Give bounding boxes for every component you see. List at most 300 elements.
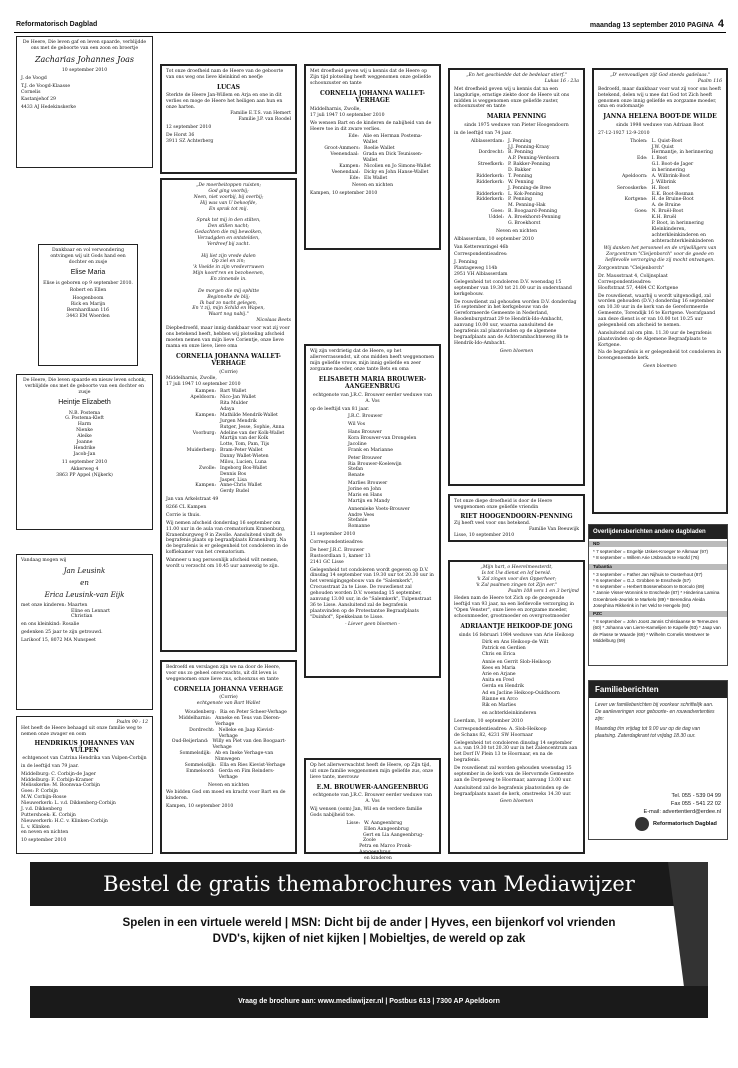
family-place: Ridderkerk:: [476, 197, 504, 203]
family-line: Martijn en Mandy: [348, 498, 390, 504]
notice-intro: Met droefheid geven wij u kennis dat de Heere op Zijn tijd plotseling heeft weggenomen onze geliefde schoonzuster en tante: [310, 69, 431, 86]
family-names: A. Broekhorst-Penning: [508, 215, 561, 221]
notice-text: We bidden God om moed en kracht voor Bart en de kinderen.: [166, 790, 286, 802]
notice-name: MARIA PENNING: [486, 113, 547, 121]
family-names: T. Penning: [508, 173, 533, 179]
family-names: Bram-Peter Wallet: [220, 448, 263, 454]
family-names: achterkleinkinderen en: [651, 232, 706, 238]
notice-subtitle: sinds 16 februari 1984 weduwe van Arie Heikoop: [458, 632, 575, 638]
family-row: [310, 833, 435, 845]
notice-text: Neven en nichten: [207, 782, 250, 788]
correspondence-line: Correspondentieadres: A. Slob-Heikoop: [454, 726, 547, 732]
notice-footer: Kampen, 10 september 2010: [166, 804, 234, 810]
poem-line: Is tot Uw dienst en lof bereid.: [481, 570, 552, 576]
family-line: Jacoline: [348, 441, 367, 447]
address-line: 3911 SZ Achterberg: [166, 138, 214, 144]
notice-date: 11 september 2010: [310, 532, 356, 538]
overlijdens-row: * 6 september = G.J. Grobben te Enschede (57): [593, 578, 691, 584]
poem-line: Waart nog nabij.": [208, 312, 249, 318]
notice-name: CORNELIA JOHANNA VERHAGE: [173, 685, 284, 693]
poem-line: Ik had zo nacht gelegen,: [199, 300, 258, 306]
poem-author: Psalm 108 vers 1 en 3 berijmd: [508, 588, 579, 594]
address-line: 3443 EM Woerden: [66, 313, 110, 319]
notice-intro: Op het allerwerwachtst heeft de Heere, op Zijn tijd, uit onze familie weggenomen mijn geliefde zus, onze lieve tante, mevrouw: [310, 763, 434, 780]
family-line: Romanne: [348, 524, 370, 530]
overlijdens-row: * 7 september = Engeltje IJskes-Kroeger te Alkmaar (97): [593, 549, 709, 555]
family-line: Andre Vees: [348, 512, 375, 518]
family-place: Ede:: [349, 175, 360, 181]
notice-intro: Met droefheid geven wij u kennis dat na een langdurige, ernstige ziekte door de Heere uit ons midden is weggenomen onze geliefde zuster, schoonzuster en tante: [454, 86, 570, 110]
family-line: Peter Brouwer: [348, 455, 382, 461]
sibling-line: Rick en Marijn: [70, 302, 106, 308]
address-line: Kastanjehof 29: [21, 97, 56, 103]
notice-text: gedenken 25 jaar te zijn getrouwd.: [21, 630, 103, 636]
family-names: Bart Wallet: [220, 389, 247, 395]
family-names: M. Penning-Hak: [508, 203, 546, 209]
family-place: Emmeloord:: [186, 768, 215, 774]
parent-line: Robert en Ellen: [69, 288, 107, 294]
poem-line: Mijn koort'ren en bezoheenen,: [192, 271, 265, 277]
family-line: Christian: [71, 614, 93, 620]
notice-nickname: (Corrie): [219, 369, 238, 375]
notice-name: Heintje Elizabeth: [58, 398, 111, 406]
notice-footer: Geen bloemen: [499, 799, 534, 805]
notice-date: 10 september 2010: [21, 838, 67, 844]
family-line: Middelburg: F. Corbijn-Kramer: [21, 777, 94, 783]
family-line: Maris en Hans: [348, 492, 383, 498]
family-line: Eline en Lennart: [71, 608, 111, 614]
family-place: Sommelsdijk:: [179, 751, 211, 757]
family-names: Nelleke en Jaap Kievist-Verhage: [218, 727, 275, 739]
address-line: Bernhardlaan 116: [66, 308, 110, 314]
death-notice-verhage-siblings: [160, 660, 297, 854]
family-line: Nieuwerkerk: H.C. v. Klinken-Corbijn: [21, 818, 108, 824]
poem-line: Verdreef bij zacht.: [207, 241, 250, 247]
notice-subtitle: echtgenote van J.R.C. Brouwer eerder weduwe van A. Vos: [313, 793, 432, 805]
family-names: H. de Bruine-Boot: [651, 197, 694, 203]
newspaper-label: ND: [589, 541, 727, 547]
family-line: Wil Vos: [348, 422, 366, 428]
family-line: L. v. Klinken: [21, 824, 50, 830]
family-names: Jasper, Lisa: [220, 477, 247, 483]
correspondence-line: Correspondentieadres:: [310, 540, 364, 546]
service-info: Wij nemen afscheid donderdag 16 september om 11.00 uur in de aula van crematorium Kranenburg, Kranenburgweg 9 in Zwolle. Aansluitend vindt de begrafenis plaats op begraafplaats Kranenburg. Na de begrafenis is er gelegenheid tot condoleren in de koffiekamer van het crematorium.: [166, 520, 288, 556]
address-line: 8266 CL Kampen: [166, 505, 207, 511]
family-row: [454, 221, 579, 227]
familieberichten-title: Familieberichten: [589, 681, 727, 698]
parent-line: J. de Voogd: [21, 75, 47, 81]
family-names: L. Kok-Penning: [508, 191, 544, 197]
family-line: Frank en Marianne: [348, 447, 393, 453]
family-place: Goes:: [490, 209, 504, 215]
visit-info: Na de begrafenis is er gelegenheid tot condoleren in bovengenoemde kerk.: [598, 350, 722, 362]
address-line: Van Ketterenringel 46b: [454, 244, 509, 250]
family-names: I. Boot: [651, 156, 668, 162]
correspondence-line: 2141 GC Lisse: [310, 559, 344, 565]
email-address[interactable]: E-mail: advertentierd@erdee.nl: [643, 808, 721, 815]
family-names: Martijn van der Kolk: [220, 436, 269, 442]
correspondence-line: De heer J.R.C. Brouwer: [310, 547, 365, 553]
notice-subtitle: echtgenote van J.R.C. Brouwer eerder weduwe van A. Vos: [313, 392, 432, 404]
notice-dates: 17 juli 1947 10 september 2010: [166, 381, 241, 387]
family-names: Danny Wallet-Wieten: [220, 454, 269, 460]
death-notice-em-brouwer: [304, 758, 441, 862]
notice-age: in de leeftijd van 74 jaar.: [454, 130, 512, 136]
notice-intro: Het heeft de Heere behaagd uit onze familie weg te nemen onze zwager en oom: [21, 725, 142, 737]
family-place: Oud-Beijerland:: [171, 739, 209, 745]
family-names: Gerda en Fim Reinders-Verhage: [218, 768, 275, 780]
poem-line: Hij was van U bekoofde,: [200, 200, 257, 206]
family-names: Nico-Jan Wallet: [220, 395, 256, 401]
family-row: [166, 716, 291, 728]
family-names: J.W. Quist: [651, 144, 674, 150]
family-place: [454, 221, 508, 227]
correspondence-line: Rustoordlaan 1, kamer 13: [310, 553, 371, 559]
family-names: P. Boot, in herinnering: [651, 220, 704, 226]
family-line: Goes: P. Corbijn: [21, 789, 58, 795]
family-list: [454, 139, 579, 227]
family-list: [166, 389, 291, 495]
address-line: 4433 AJ Hedekinskerke: [21, 105, 76, 111]
family-names: B. Boogaard-Penning: [508, 209, 558, 215]
family-place: Groot-Ammers:: [324, 146, 360, 152]
family-line: en ons kleinkind: Rosalie: [21, 622, 80, 628]
poem-line: Den stillen nacht;: [207, 224, 250, 230]
family-names: H. Boot: [651, 185, 670, 191]
notice-date: 10 september 2010: [61, 67, 108, 73]
newspaper-label: Tubantia: [589, 564, 727, 570]
notice-places: Middelharnis, Zwolle,: [166, 375, 217, 381]
notice-date: Elise is geboren op 9 september 2010.: [43, 280, 133, 286]
service-info: De rouwdienst zal gehouden worden D.V. donderdag 16 september in het kerkgebouw van de Gereformeerde Gemeente in Nederland, Roodenburgstraat 29 te Hendrik-Ido-Ambacht, aanvang 10.00 uur, waarna aansluitend de begrafenis zal plaatsvinden op de algemene begraafplaats aan de Achterambachtseweg 8b te Hendrik-Ido-Ambacht.: [454, 299, 577, 346]
notice-dates: 17 juli 1947 10 september 2010: [310, 112, 385, 118]
family-line: Gerda en Hendrik: [482, 683, 524, 689]
family-place: Kortgene:: [624, 197, 648, 203]
notice-name: Jan Leusink: [63, 566, 106, 575]
family-place: Dordrecht:: [189, 727, 215, 733]
notice-intro: Diepbedroefd, maar innig dankbaar voor wat zij voor ons betekend heeft, hebben wij plotseling afscheid moeten nemen van mijn lieve Corientje, onze lieve mama en onze lieve, lieve oma: [166, 326, 290, 349]
overlijdens-box: [588, 524, 728, 666]
notice-name: JANNA HELENA BOOT-DE WILDE: [603, 113, 717, 121]
family-place: Veenendaal:: [331, 169, 360, 175]
family-row: [598, 239, 722, 245]
overlijdens-row: * 8 september = John Joost Jannis Christiaanse te Terneuzen (60) * Johanna van Lierre-Kamelijen te Kapelle (93) * Jaap van de Plasse te Waarde (69) * Wilhelm Cornelis Westveer te Middelburg (59): [593, 619, 721, 643]
notice-date: Alblasserdam, 10 september 2010: [454, 236, 534, 242]
family-line: J. v.d. Dikkenberg: [21, 806, 62, 812]
death-notice-riet-hoogendoorn: [448, 494, 585, 542]
family-names: Grada en Dick Teunissen-Wallet: [362, 152, 423, 163]
notice-date: Lisse, 10 september 2010: [454, 533, 515, 539]
family-names: Kleinkinderen,: [651, 226, 686, 232]
family-line: Familie Van Beeuwijk: [529, 527, 579, 533]
family-names: J. Wilbrink: [651, 179, 676, 185]
notice-intro: Bedroefd, maar dankbaar voor wat zij voor ons heeft betekend, delen wij u mee dat God tot Zich heeft genomen onze innig geliefde en zorgzame moeder, oma en oudomaatje: [598, 86, 722, 110]
family-line: Anita en Fred: [482, 677, 514, 683]
family-line: Annie en Gerrit Slob-Heikoop: [482, 660, 551, 666]
family-line: Patrick en Gerdien: [482, 646, 526, 652]
family-line: Ria Brouwer-Koelewijn: [348, 461, 402, 467]
family-line: Middelburg: C. Corbijn-de Jager: [21, 771, 96, 777]
death-notice-maria-penning: [448, 68, 585, 486]
family-line: Hans Brouwer: [348, 430, 382, 436]
rd-logo-text: Reformatorisch Dagblad: [653, 821, 717, 827]
notice-subtitle: sinds 1998 weduwe van Adriaan Boot: [616, 122, 704, 128]
address-line: Jan van Arkelstraat 49: [166, 497, 219, 503]
correspondence-line: Correspondentieadres:: [598, 279, 652, 285]
family-place: Dordrecht:: [478, 150, 504, 156]
poem-line: Beginnelte de blij;: [207, 294, 250, 300]
family-row: [166, 728, 291, 740]
correspondence-line: Hooftstraat 57, 4484 CC Kortgene: [598, 285, 679, 291]
newspaper-label: PZC: [589, 611, 727, 617]
family-place: Alblasserdam:: [470, 138, 504, 144]
family-line: N.B. Postema: [68, 410, 101, 416]
death-notice-boot-de-wilde: [592, 68, 728, 514]
poem-line: Verzadgden en ontstelden,: [197, 235, 260, 241]
family-list: [310, 821, 435, 862]
family-row: [166, 751, 291, 763]
notice-text: Wij wensen (oom) Jan, Wil en de verdere familie Gods nabijheid toe.: [310, 807, 423, 818]
family-place: Serooskerke:: [616, 185, 648, 191]
poem-line: De morgen die mij ophitte: [197, 288, 260, 294]
family-row: [310, 176, 435, 182]
birth-notice-zacharias: [16, 36, 153, 168]
family-line: Arie en Arjane: [482, 671, 516, 677]
notice-places: Middelharnis, Zwolle,: [310, 106, 361, 112]
service-info: Gelegenheid tot condoleren wordt gegeven op D.V. dinsdag 14 september van 19.30 uur tot 20.30 uur in het verenigingsgebouw van de "Salemkerk", Crocusstraat 2a te Lisse. De rouwdienst zal gehouden worden D.V. woensdag 15 september, aanvang 13.00 uur, in de "Salemkerk", Tulpenstraat 36 te Lisse. Aansluitend zal de begrafenis plaatsvinden op de Protestantse Begraafplaats "Duinhof", Spekkelaan te Lisse.: [310, 567, 434, 620]
header-date: maandag 13 september 2010: [589, 22, 686, 29]
notice-name: CORNELIA JOHANNA WALLET-VERHAGE: [176, 352, 281, 368]
notice-name: ELISABETH MARIA BROUWER-AANGEENBRUG: [318, 375, 427, 391]
family-names: B. Penning: [508, 150, 534, 156]
family-names: Dennis Bos: [220, 471, 247, 477]
banner-order-info[interactable]: Vraag de brochure aan: www.mediawijzer.nl | Postbus 613 | 7300 AP Apeldoorn: [30, 986, 708, 1018]
family-place: Ridderkerk:: [476, 191, 504, 197]
sibling-line: Cornelis: [21, 89, 41, 95]
burial-info: Aansluitend zal om plm. 11.30 uur de begrafenis plaatsvinden op de Algemene Begraafplaats te Kortgene.: [598, 330, 712, 348]
notice-footer: Kampen, 10 september 2010: [310, 191, 378, 197]
birth-notice-elise: [38, 244, 138, 366]
family-names: P. Penning: [508, 197, 532, 203]
family-row: [166, 739, 291, 751]
death-notice-van-vulpen: [16, 716, 153, 854]
poem-line: Neen, niet voorbij, bij overbij;: [193, 194, 264, 200]
family-place: Ede:: [637, 156, 648, 162]
death-notice-heikoop: [448, 560, 585, 854]
family-names: Anne-Chris Wallet: [220, 483, 263, 489]
family-names: Gert en Lia Aangeenbrug-Zoole: [362, 832, 424, 844]
notice-intro: Vandaag mogen wij: [21, 558, 67, 563]
family-line: Dirk en Ans Heikoop-de Wilt: [482, 640, 549, 646]
notice-footer: Geen bloemen: [643, 364, 677, 370]
poem-line: En sprak tot mij.: [209, 206, 248, 212]
family-names: L. Quist-Boot: [651, 138, 683, 144]
family-line: Nienke: [76, 428, 93, 434]
death-notice-wallet-verhage-inlaws: [304, 64, 441, 250]
family-names: E.K. Boot-Bosman: [651, 191, 694, 197]
bible-reference: Lukas 16 : 23a: [544, 78, 579, 84]
banner-topics-line: Spelen in een virtuele wereld | MSN: Dicht bij de ander | Hyves, een bijenkorf vol vrienden: [122, 916, 616, 929]
overlijdens-row: * 6 september = Herbert Bosseneboom te Borculo (69): [593, 584, 705, 590]
familieberichten-box: [588, 680, 728, 840]
bible-verse: Psalm 90 : 12: [116, 720, 148, 725]
notice-intro: De Heere, Die leven spaarde en nieuw leven schonk, verblijdde ons met de geboorte van een dochter en zusje: [23, 378, 146, 395]
family-names: Ria en Peter Scheer-Verhage: [220, 710, 287, 716]
family-place: Goes:: [634, 209, 648, 215]
poem-line: 'k Zal zingen voor den Opperheer;: [476, 576, 557, 582]
family-names: Rutger, Jesse, Sophie, Anna: [220, 424, 285, 430]
family-names: Nicolien en Jo Simons-Wallet: [364, 163, 432, 169]
correspondence-line: J. Penning: [454, 260, 478, 266]
family-line: Kora Brouwer-van Drongelen: [348, 436, 417, 442]
parent-line: Hoogenboom: [72, 296, 104, 302]
notice-date: 11 september 2010: [61, 459, 108, 465]
family-names: J. Penning-de Bree: [508, 185, 551, 191]
death-notice-wallet-verhage-family: [160, 178, 297, 652]
family-names: W. Aangeenbrug: [364, 820, 403, 826]
family-names: Gerdy Budel: [220, 489, 250, 495]
family-names: in herinnering: [651, 168, 686, 174]
family-names: A.P. Penning-Verdoorn: [508, 156, 560, 162]
notice-date: 12 september 2010: [166, 124, 212, 130]
family-names: A. de Bruine: [651, 203, 681, 209]
notice-text: Zij heeft veel voor ons betekend.: [454, 521, 531, 527]
notice-subtitle: sinds 1975 weduwe van Pieter Hoogendoorn: [464, 122, 569, 128]
death-notice-lucas: [160, 64, 297, 174]
notice-text: Corrie is thuis.: [166, 512, 201, 518]
notice-age: in de leeftijd van 79 jaar.: [21, 763, 79, 769]
notice-intro: Dankbaar en vol verwondering ontvingen wij uit Gods hand een dochter en zusje: [50, 248, 126, 265]
family-place: [310, 833, 363, 845]
family-place: Tholen:: [630, 138, 648, 144]
parent-line: T.J. de Voogd-Klaasse: [21, 83, 71, 89]
family-row: [310, 844, 435, 856]
family-line: M.W. Corbijn-Rosse: [21, 795, 67, 801]
family-place: Muiderberg:: [186, 448, 216, 454]
poem-line: „Mijn hart, o Heerelmeesterdt,: [480, 565, 553, 570]
family-row: [310, 134, 435, 146]
notice-name: Elise Maria: [70, 268, 106, 276]
banner-title: Bestel de gratis themabrochures van Mediawijzer: [30, 862, 708, 906]
poem-line: Sprak tot mij in den stilten,: [196, 218, 261, 224]
family-line: Stefanie: [348, 518, 368, 524]
poem-line: „De moerbeitoppen ruisten;: [195, 183, 262, 188]
family-place: Kampen:: [339, 163, 360, 169]
family-list: [454, 640, 579, 717]
service-info: De rouwdienst, waarbij u wordt uitgenodigd, zal worden gehouden (D.V.) donderdag 16 september om 10.30 uur in de kerk van de Gereformeerde Gemeente, Torendijk 16 te Kortgene. Voorafgaand aan deze dienst is er van 10.00 tot 10.25 uur gelegenheid om afscheid te nemen.: [598, 293, 716, 328]
family-names: Adeline van der Kolk-Wallet: [220, 430, 285, 436]
overlijdens-row: * 3 september = Father Jan Nijhuis te Oosterhout (87): [593, 571, 703, 577]
family-names: Hermantje, in herinnering: [651, 150, 713, 156]
notice-footer: - Liever geen bloemen -: [345, 622, 400, 628]
family-line: Nieuwerkerk: L. v.d. Dikkenberg-Corbijn: [21, 801, 116, 807]
family-place: Voorburg:: [192, 430, 216, 436]
header-section: PAGINA: [687, 22, 714, 29]
family-names: G.I. Boot-de Jager: [651, 162, 694, 168]
family-place: Kampen:: [195, 412, 216, 418]
poem-line: 'k Voelde in zijn vredevrruwen: [193, 265, 264, 271]
family-names: Dicky en John Hanse-Wallet: [364, 169, 429, 175]
correspondence-line: Correspondentieadres:: [454, 252, 508, 258]
family-names: G. Broekhorst: [508, 220, 541, 226]
anniversary-notice-leusink: [16, 554, 153, 710]
family-names: J. Penning: [508, 138, 532, 144]
notice-text: Sterkte de Heere Jan-Willem en Arja en one in dit verlies en moge de Heere het heiligen aan hun en onze harten.: [166, 93, 283, 111]
family-names: K.H. Bruël: [651, 215, 677, 221]
family-line: Rianne en Arco: [482, 697, 518, 703]
family-names: Lotte, Tom, Pam, Tijs: [220, 442, 270, 448]
poem-line: En 't zij, mijn Schild en Wapen,: [192, 306, 265, 312]
family-names: en kinderen: [364, 856, 392, 862]
family-names: Ingeborg Bos-Wallet: [220, 465, 268, 471]
family-line: Ad en Jacline Heikoop-Ouldhoorn: [482, 691, 560, 697]
notice-name: CORNELIA JOHANNA WALLET-VERHAGE: [320, 89, 425, 105]
family-line: Harm: [77, 422, 92, 428]
address-line: 3863 PP Appel (Nijkerk): [56, 473, 113, 479]
family-line: Rik en Marlies: [482, 703, 516, 709]
family-names: Rita Mulder: [220, 401, 248, 407]
family-names: achterachterkleinkinderen: [651, 238, 714, 244]
family-names: J.J. Penning-Kraay: [508, 144, 550, 150]
notice-age: op de leeftijd van 81 jaar.: [310, 406, 370, 412]
rd-logo: [635, 817, 717, 831]
poem-line: En zinnende in.: [210, 277, 247, 282]
notice-name: Erica Leusink-van Eijk: [44, 590, 125, 599]
correspondence-line: 2951 VH Alblasserdam: [454, 272, 508, 278]
notice-dates: 27-12-1927 12-9-2010: [598, 130, 650, 136]
family-list: [598, 139, 722, 245]
family-row: [310, 152, 435, 164]
notice-intro: Tot onze diepe droefheid is door de Heere weggenomen onze geliefde vriendin: [454, 499, 553, 510]
notice-text: Neven en nichten: [495, 228, 538, 234]
family-line: Melisskerke: M. Boonwaa-Corbijn: [21, 783, 101, 789]
notice-text: We wensen Bart en de kinderen de nabijheid van de Heere toe in dit zware verlies.: [310, 120, 432, 132]
family-line: Renate: [348, 473, 365, 479]
family-names: A. Wilbrink-Boot: [651, 173, 690, 179]
poem-line: Op ziel en zin;: [211, 259, 246, 265]
thanks-text: Wij danken het personeel en de vrijwilligers van Zorgcentrum "Cleijenborch" voor de goede en liefdevolle verzorging die zij mocht ontvangen.: [603, 246, 717, 264]
correspondence-line: Zorgcentrum "Cleijenborch": [598, 266, 665, 272]
notice-subtitle: echtgenoot van Catrina Hendrika van Vulpen-Corbijn: [22, 755, 147, 761]
familieberichten-deadline: Maandag t/m vrijdag tot 9.00 uur op de dag van plaatsing. Zaterdagkrant tot vrijdag 18.30 uur.: [595, 726, 701, 739]
family-place: Uddel:: [488, 215, 504, 221]
address-line: Akkerweg 4: [70, 467, 99, 473]
familieberichten-text: Lever uw familieberichten bij voorkeur schriftelijk aan. De aanleveringen voor geboorte- en rouwadvertenties zijn:: [595, 702, 715, 722]
visit-info: Wanneer u nog persoonlijk afscheid wilt nemen, wordt u verzocht om 10.45 uur aanwezig te zijn.: [166, 558, 279, 569]
family-line: J.R.C. Brouwer: [348, 414, 383, 420]
family-list: [310, 414, 435, 530]
page-header: [14, 18, 726, 33]
burial-info: Aansluitend zal de begrafenis plaatsvinden op de begraafplaats naast de kerk, omstreeks 14.30 uur.: [454, 785, 572, 797]
family-place: Ridderkerk:: [476, 173, 504, 179]
family-line: Stefan: [348, 467, 364, 473]
overlijdens-row: * 8 september = Willem Arie IJsbrands te Hoofd (76): [593, 555, 700, 561]
family-line: met onze kinderen: Maarten: [21, 602, 88, 608]
correspondence-line: Dr. Mausstraat 4, Colijnsplaat: [598, 273, 668, 279]
notice-nickname: (Corrie): [219, 695, 238, 701]
family-names: Jurgen Mendrik: [220, 418, 257, 424]
page-info: [590, 18, 724, 30]
family-place: Apeldoorn:: [190, 395, 216, 401]
mediawijzer-banner[interactable]: [30, 862, 708, 1022]
family-line: Chris en Erica: [482, 652, 516, 658]
notice-name: Zacharias Johannes Joas: [34, 54, 135, 64]
family-place: Kampen:: [195, 483, 216, 489]
family-line: Familie J.P. van Roodel: [238, 116, 291, 122]
family-line: Familie E.T.S. van Hemert: [230, 111, 291, 117]
notice-text: Neven en nichten: [351, 183, 394, 189]
notice-intro: De Heere, Die leven gaf en leven spaarde, verblijdde ons met de geboorte van een zoon en broertje: [22, 40, 147, 51]
